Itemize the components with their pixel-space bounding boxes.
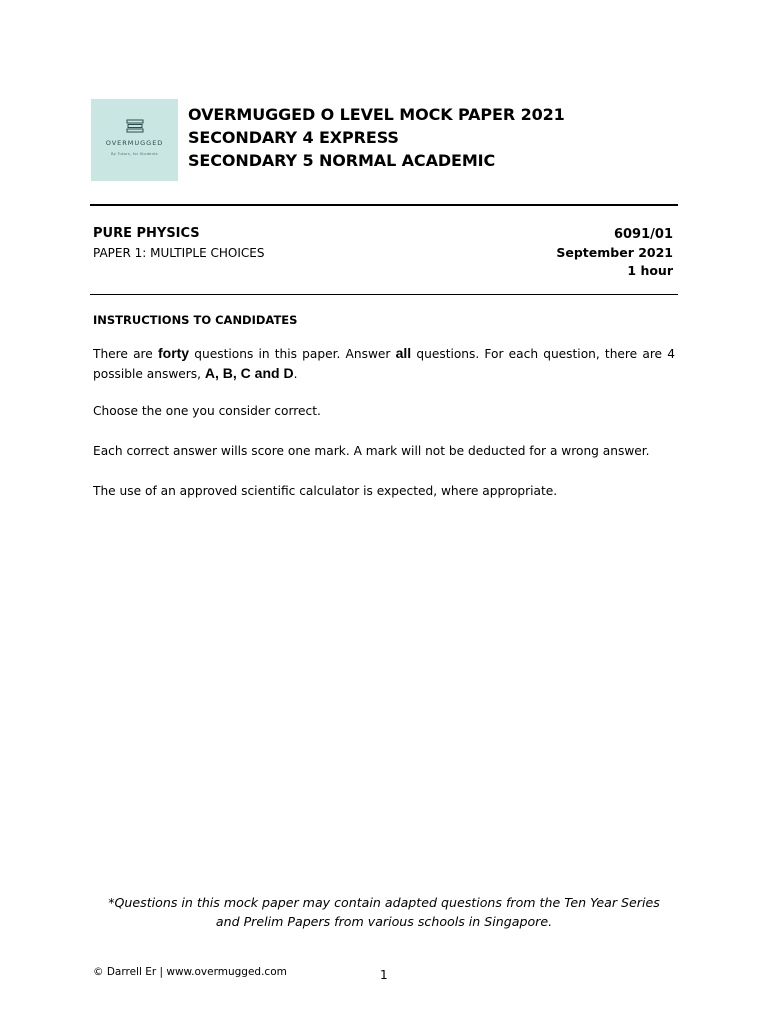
answer-options: A, B, C and D (204, 365, 294, 381)
instruction-paragraph-2: Choose the one you consider correct. (93, 404, 321, 418)
footer-copyright: © Darrell Er | www.overmugged.com (93, 966, 287, 978)
exam-date: September 2021 (556, 245, 673, 260)
question-count: forty (157, 345, 190, 361)
logo-name: OVERMUGGED (105, 139, 164, 147)
instruction-paragraph-1 (93, 344, 675, 384)
title-line-3: SECONDARY 5 NORMAL ACADEMIC (188, 151, 496, 170)
paper-code: 6091/01 (613, 227, 673, 242)
instruction-paragraph-4: The use of an approved scientific calculator is expected, where appropriate. (93, 484, 558, 498)
header-divider (90, 204, 678, 206)
source-note-line-1: *Questions in this mock paper may contain adapted questions from the Ten Year Series (108, 895, 660, 910)
source-note (95, 893, 673, 931)
instructions-heading: INSTRUCTIONS TO CANDIDATES (93, 313, 298, 327)
overmugged-logo (91, 99, 178, 181)
title-line-1: OVERMUGGED O LEVEL MOCK PAPER 2021 (188, 105, 565, 124)
instruction-text: . (293, 367, 298, 381)
books-icon (126, 119, 144, 133)
logo-tagline: By Tutors, for Students (111, 152, 158, 156)
instruction-text: There are (93, 347, 158, 361)
instruction-paragraph-3: Each correct answer wills score one mark. A mark will not be deducted for a wrong answer. (93, 444, 650, 458)
exam-details (556, 226, 673, 280)
details-divider (90, 294, 678, 295)
paper-title (188, 103, 565, 172)
title-line-2: SECONDARY 4 EXPRESS (188, 128, 399, 147)
instruction-text: questions in this paper. Answer (189, 347, 396, 361)
source-note-line-2: and Prelim Papers from various schools in Singapore. (215, 914, 553, 929)
answer-all: all (395, 345, 412, 361)
paper-name: PAPER 1: MULTIPLE CHOICES (93, 246, 265, 260)
instruction-text: questions. For each question, there are 4 possible answers, (93, 347, 675, 381)
subject-name: PURE PHYSICS (93, 226, 200, 241)
page-number: 1 (380, 968, 388, 982)
exam-duration: 1 hour (627, 263, 673, 278)
